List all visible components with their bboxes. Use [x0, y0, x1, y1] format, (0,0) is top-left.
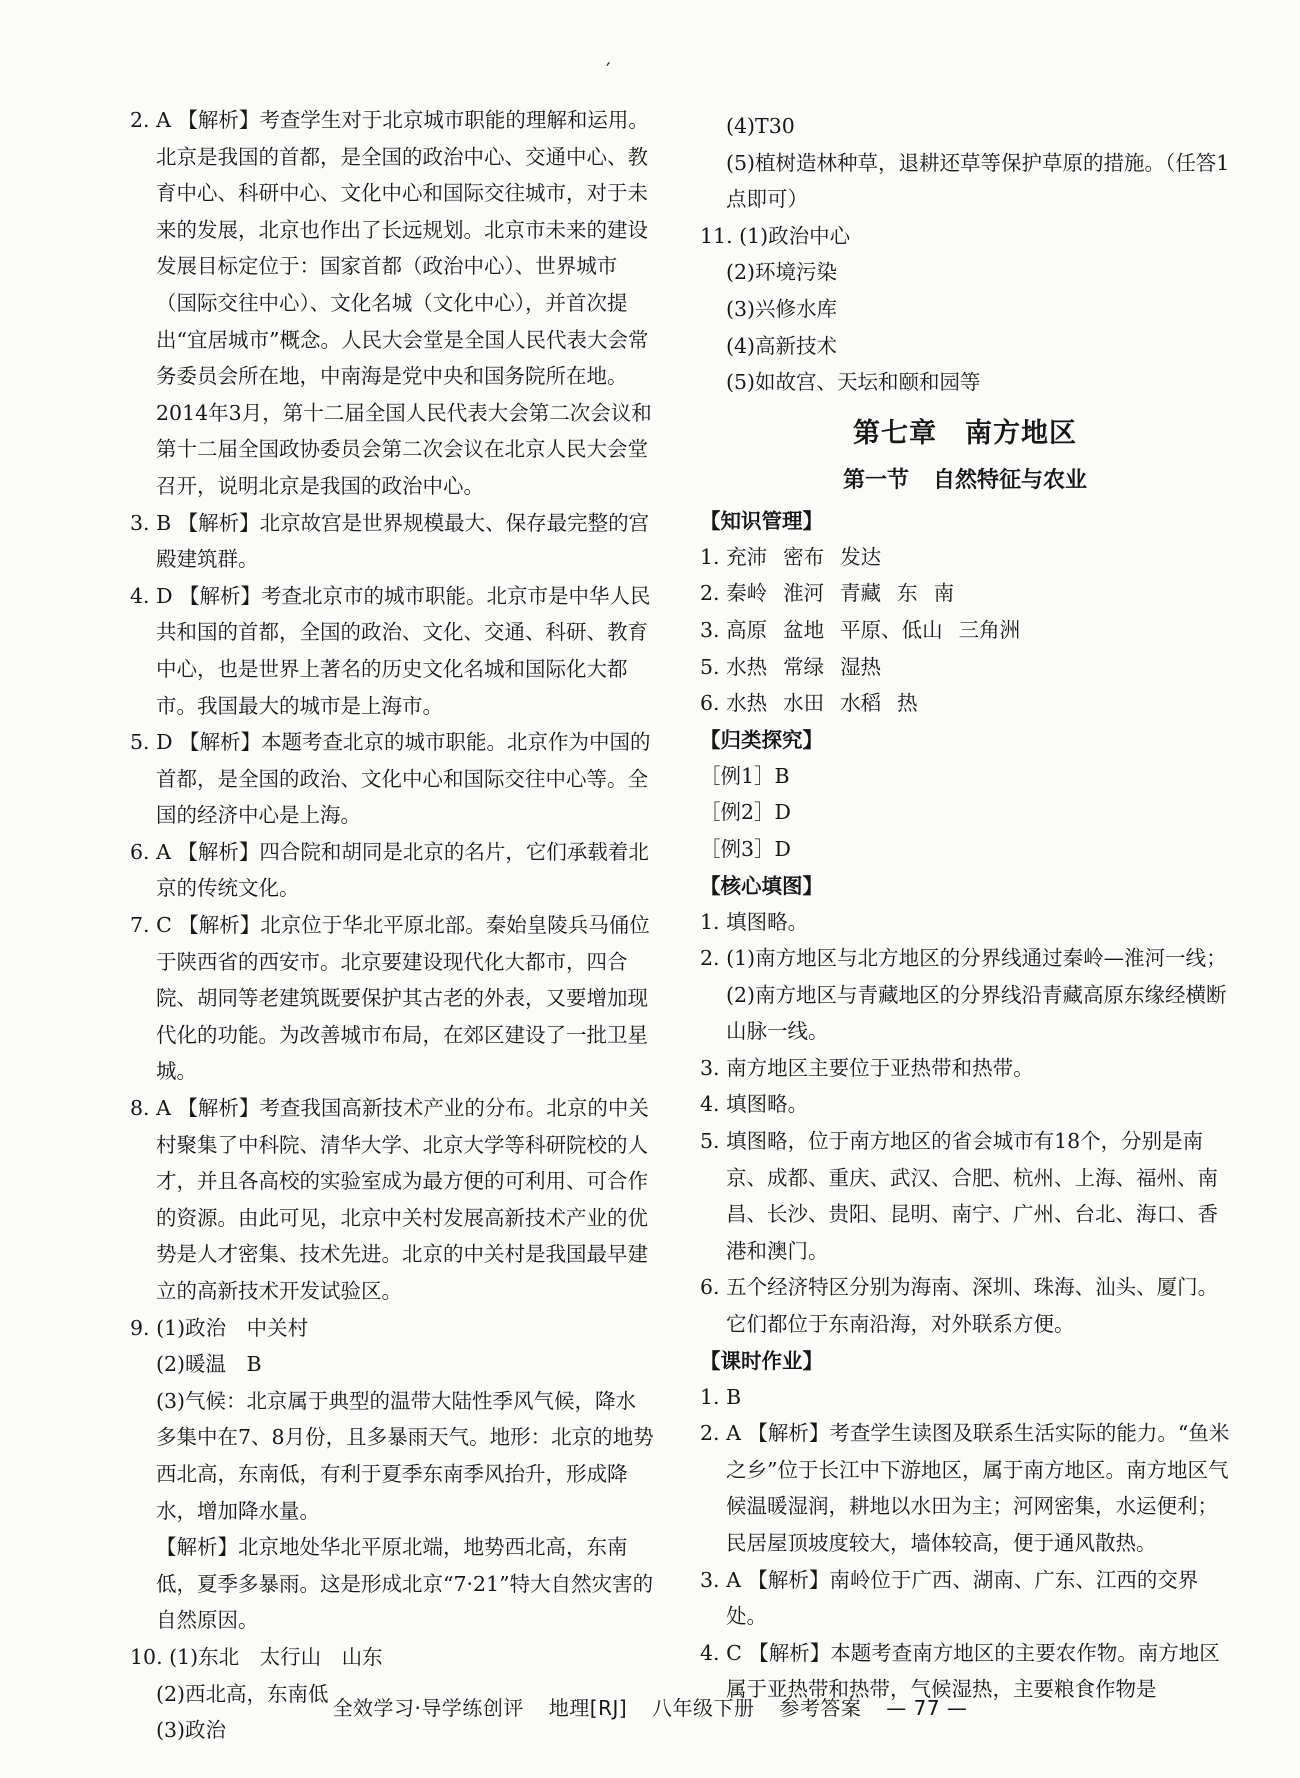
stray-mark: ′: [606, 58, 611, 82]
answer-10-5: (5)植树造林种草，退耕还草等保护草原的措施。（任答1点即可）: [726, 150, 1230, 212]
kw: 常绿: [783, 654, 825, 679]
kw: 湿热: [840, 654, 882, 679]
homework-1: 1. B: [700, 1384, 742, 1409]
kw: 淮河: [783, 581, 825, 606]
homework-2: 2. A 【解析】考查学生读图及联系生活实际的能力。“鱼米之乡”位于长江中下游地区，属于南方地区。南方地区气候温暖湿润，耕地以水田为主；河网密集，水运便利；民居屋顶坡度较大，墙体较高，便于通风散热。: [700, 1421, 1230, 1555]
kw: 发达: [840, 544, 882, 569]
knowledge-row-5: [700, 685, 1230, 722]
answer-10-2: (2)西北高，东南低: [156, 1681, 329, 1706]
answer-11-1: 11. (1)政治中心: [700, 223, 851, 248]
kw: 2. 秦岭: [700, 581, 768, 606]
example-1: ［例1］B: [700, 763, 790, 788]
answer-11-5: (5)如故宫、天坛和颐和园等: [726, 370, 981, 395]
example-2: ［例2］D: [700, 800, 791, 825]
answer-11-2: (2)环境污染: [726, 260, 838, 285]
answer-7: 7. C 【解析】北京位于华北平原北部。秦始皇陵兵马俑位于陕西省的西安市。北京要建设现代化大都市，四合院、胡同等老建筑既要保护其古老的外表，又要增加现代化的功能。为改善城市布局，在郊区建设了一批卫星城。: [130, 913, 650, 1084]
footer-subject: 地理[RJ]: [548, 1696, 628, 1720]
answer-4: 4. D 【解析】考查北京市的城市职能。北京市是中华人民共和国的首都，全国的政治、文化、交通、科研、教育中心，也是世界上著名的历史文化名城和国际化大都市。我国最大的城市是上海市。: [130, 583, 651, 718]
knowledge-row-4: [700, 649, 1230, 686]
footer-label: 参考答案: [779, 1696, 862, 1720]
knowledge-row-3: [700, 612, 1230, 649]
answer-2: 2. A 【解析】考查学生对于北京城市职能的理解和运用。北京是我国的首都，是全国的政治中心、交通中心、教育中心、科研中心、文化中心和国际交往城市，对于未来的发展，北京也作出了长远规划。北京市未来的建设发展目标定位于：国家首都（政治中心）、世界城市（国际交往中心）、文化名城（文化中心），并首次提出“宜居城市”概念。人民大会堂是全国人民代表大会常务委员会所在地，中南海是党中央和国务院所在地。2014年3月，第十二届全国人民代表大会第二次会议和第十二届全国政协委员会第二次会议在北京人民大会堂召开，说明北京是我国的政治中心。: [130, 108, 652, 498]
map-4: 4. 填图略。: [700, 1092, 809, 1117]
answer-11-3: (3)兴修水库: [726, 296, 838, 321]
chapter-name: 南方地区: [965, 417, 1077, 449]
answer-9-note: 【解析】北京地处华北平原北端，地势西北高，东南低，夏季多暴雨。这是形成北京“7·21”特大自然灾害的自然原因。: [156, 1535, 654, 1633]
map-3: 3. 南方地区主要位于亚热带和热带。: [700, 1055, 1034, 1080]
homework-heading: 【课时作业】: [700, 1348, 823, 1373]
explore-heading: 【归类探究】: [700, 727, 823, 752]
answer-10-1: 10. (1)东北 太行山 山东: [130, 1644, 383, 1669]
kw: 平原、低山: [840, 617, 943, 642]
left-column: [130, 102, 655, 1749]
homework-3: 3. A 【解析】南岭位于广西、湖南、广东、江西的交界处。: [700, 1567, 1199, 1629]
knowledge-row-1: [700, 539, 1230, 576]
answer-5: 5. D 【解析】本题考查北京的城市职能。北京作为中国的首都，是全国的政治、文化中心和国际交往中心等。全国的经济中心是上海。: [130, 730, 651, 828]
section-name: 自然特征与农业: [933, 467, 1088, 493]
chapter-title: [700, 409, 1230, 459]
chapter-number: 第七章: [853, 417, 937, 449]
answer-8: 8. A 【解析】考查我国高新技术产业的分布。北京的中关村聚集了中科院、清华大学、北京大学等科研院校的人才，并且各高校的实验室成为最方便的可利用、可合作的资源。由此可见，北京中关村发展高新技术产业的优势是人才密集、技术先进。北京的中关村是我国最早建立的高新技术开发试验区。: [130, 1096, 649, 1303]
answer-11-4: (4)高新技术: [726, 333, 838, 358]
kw: 水田: [783, 691, 825, 716]
kw: 南: [933, 581, 955, 606]
kw: 1. 充沛: [700, 544, 768, 569]
answer-3: 3. B 【解析】北京故宫是世界规模最大、保存最完整的宫殿建筑群。: [130, 510, 650, 572]
kw: 5. 水热: [700, 654, 768, 679]
kw: 水稻: [840, 691, 882, 716]
kw: 3. 高原: [700, 617, 768, 642]
map-1: 1. 填图略。: [700, 909, 809, 934]
kw: 青藏: [840, 581, 882, 606]
section-title: [700, 459, 1230, 503]
footer-series: 全效学习·导学练创评: [332, 1696, 524, 1720]
knowledge-row-2: [700, 575, 1230, 612]
section-number: 第一节: [842, 467, 909, 493]
answer-10-3: (3)政治: [156, 1718, 227, 1743]
map-5: 5. 填图略，位于南方地区的省会城市有18个，分别是南京、成都、重庆、武汉、合肥、杭州、上海、福州、南昌、长沙、贵阳、昆明、南宁、广州、台北、海口、香港和澳门。: [700, 1129, 1218, 1263]
right-column: [700, 108, 1230, 1708]
kw: 盆地: [783, 617, 825, 642]
page-footer: [0, 1692, 1300, 1721]
kw: 密布: [783, 544, 825, 569]
homework-4: 4. C 【解析】本题考查南方地区的主要农作物。南方地区属于亚热带和热带，气候湿热，主要粮食作物是: [700, 1640, 1220, 1702]
map-2: 2. (1)南方地区与北方地区的分界线通过秦岭—淮河一线；(2)南方地区与青藏地区的分界线沿青藏高原东缘经横断山脉一线。: [700, 946, 1227, 1044]
answer-9-2: (2)暖温 B: [156, 1352, 262, 1377]
example-3: ［例3］D: [700, 836, 791, 861]
kw: 热: [897, 691, 918, 716]
map-heading: 【核心填图】: [700, 873, 823, 898]
kw: 东: [897, 581, 918, 606]
answer-9-3: (3)气候：北京属于典型的温带大陆性季风气候，降水多集中在7、8月份，且多暴雨天气。地形：北京的地势西北高，东南低，有利于夏季东南季风抬升，形成降水，增加降水量。: [156, 1388, 654, 1523]
footer-grade: 八年级下册: [652, 1696, 755, 1720]
map-6: 6. 五个经济特区分别为海南、深圳、珠海、汕头、厦门。它们都位于东南沿海，对外联系方便。: [700, 1275, 1219, 1337]
page-number: — 77 —: [886, 1696, 968, 1720]
answer-9-1: 9. (1)政治 中关村: [130, 1315, 309, 1340]
kw: 三角洲: [958, 617, 1021, 642]
knowledge-heading: 【知识管理】: [700, 508, 823, 533]
answer-10-4: (4)T30: [726, 114, 795, 138]
answer-6: 6. A 【解析】四合院和胡同是北京的名片，它们承载着北京的传统文化。: [130, 839, 649, 901]
kw: 6. 水热: [700, 691, 768, 716]
